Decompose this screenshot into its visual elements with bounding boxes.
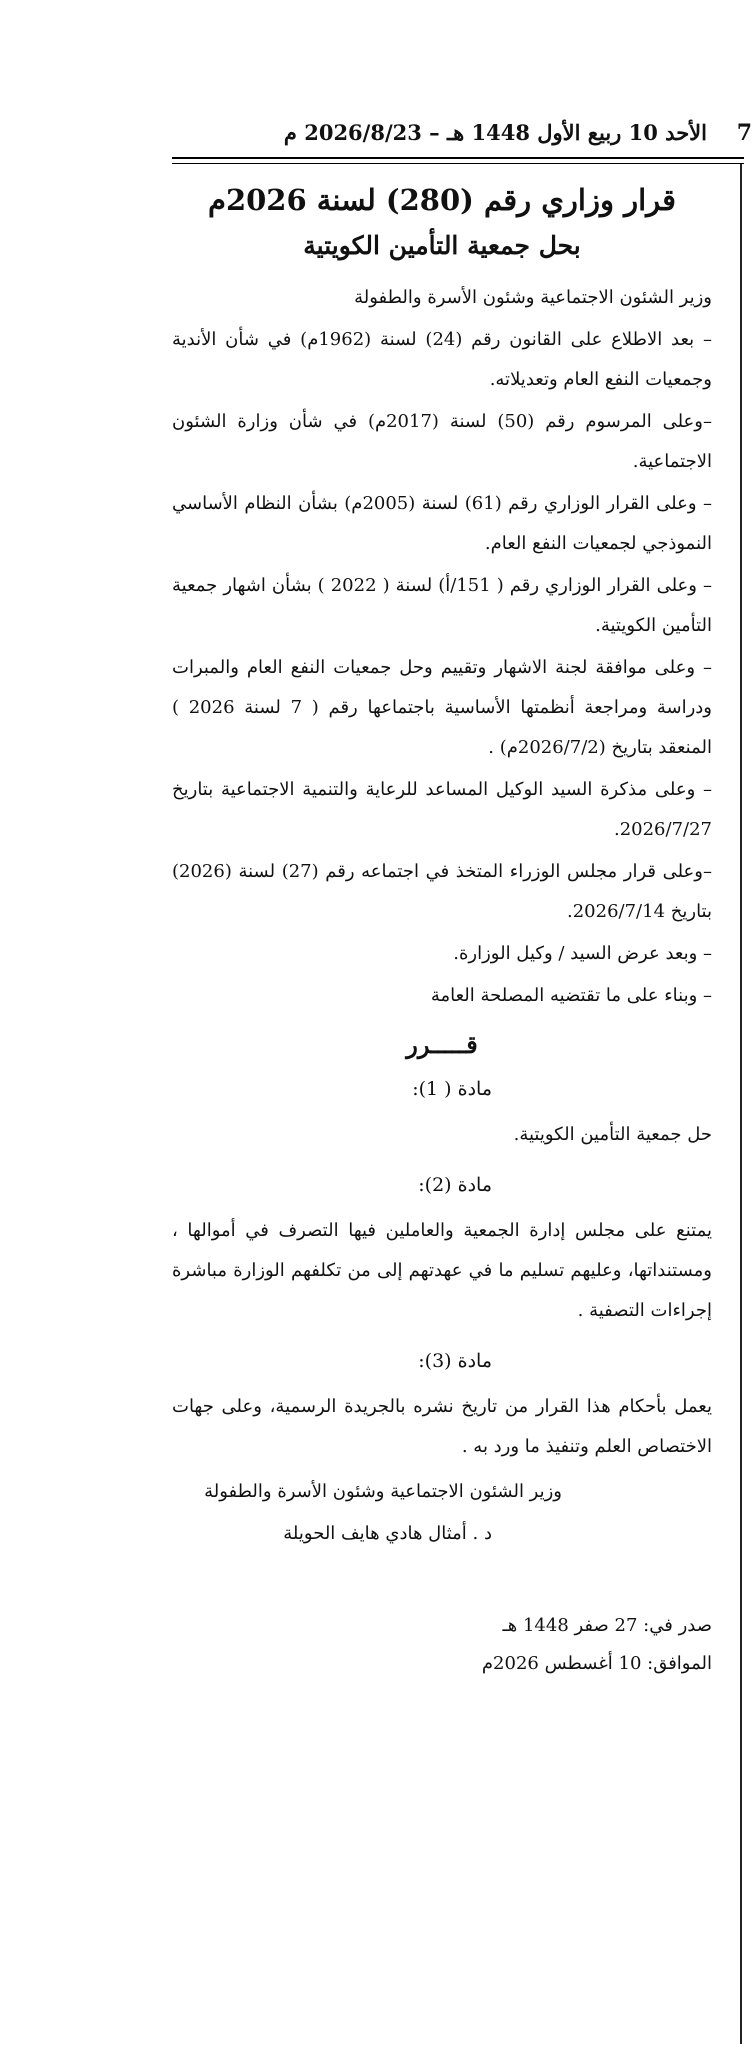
issue-dates — [172, 1607, 712, 1683]
issued-gregorian: الموافق: 10 أغسطس 2026م — [481, 1653, 712, 1674]
decision-issuer: وزير الشئون الاجتماعية وشئون الأسرة والطفولة — [354, 287, 712, 308]
preamble-item: – وبعد عرض السيد / وكيل الوزارة. — [453, 943, 712, 964]
preamble-item: – بعد الاطلاع على القانون رقم (24) لسنة (1962م) في شأن الأندية وجمعيات النفع العام وتعديلاته. — [172, 329, 712, 390]
issued-hijri: صدر في: 27 صفر 1448 هـ — [502, 1615, 712, 1636]
preamble-item: – وبناء على ما تقتضيه المصلحة العامة — [430, 985, 712, 1006]
header-rule-thin — [172, 163, 744, 164]
page-number: 7 — [736, 120, 752, 146]
article-text: يعمل بأحكام هذا القرار من تاريخ نشره بالجريدة الرسمية، وعلى جهات الاختصاص العلم وتنفيذ ما ورد به . — [172, 1396, 712, 1457]
article-heading: مادة ( 1): — [412, 1078, 492, 1100]
header-rule — [172, 157, 744, 159]
decision-subtitle: بحل جمعية التأمين الكويتية — [303, 231, 581, 260]
preamble-item: –وعلى قرار مجلس الوزراء المتخذ في اجتماعه رقم (27) لسنة (2026) بتاريخ 2026/7/14. — [172, 861, 712, 922]
article-text: يمتنع على مجلس إدارة الجمعية والعاملين فيها التصرف في أموالها ، ومستنداتها، وعليهم تسليم ما في عهدتهم إلى من تكلفهم الوزارة مباشرة إجراءات التصفية . — [172, 1220, 712, 1321]
decision-body — [172, 175, 712, 1683]
preamble-item: – وعلى القرار الوزاري رقم (61) لسنة (2005م) بشأن النظام الأساسي النموذجي لجمعيات النفع العام. — [172, 493, 712, 554]
article-heading: مادة (2): — [418, 1174, 492, 1196]
signatory-name: د . أمثال هادي هايف الحويلة — [283, 1523, 492, 1544]
decree-word: قـــــرر — [406, 1030, 478, 1059]
preamble-item: – وعلى مذكرة السيد الوكيل المساعد للرعاية والتنمية الاجتماعية بتاريخ 2026/7/27. — [172, 779, 712, 840]
header-date: الأحد 10 ربيع الأول 1448 هـ – 2026/8/23 م — [283, 120, 707, 145]
article-heading: مادة (3): — [418, 1350, 492, 1372]
preamble-item: – وعلى القرار الوزاري رقم ( 151/أ) لسنة ( 2022 ) بشأن اشهار جمعية التأمين الكويتية. — [172, 575, 712, 636]
column-rule — [740, 164, 742, 2044]
signatory-title: وزير الشئون الاجتماعية وشئون الأسرة والطفولة — [204, 1481, 562, 1502]
preamble-item: –وعلى المرسوم رقم (50) لسنة (2017م) في شأن وزارة الشئون الاجتماعية. — [172, 411, 712, 472]
article-text: حل جمعية التأمين الكويتية. — [513, 1124, 712, 1145]
decision-title: قرار وزاري رقم (280) لسنة 2026م — [207, 183, 677, 217]
preamble-item: – وعلى موافقة لجنة الاشهار وتقييم وحل جمعيات النفع العام والمبرات ودراسة ومراجعة أنظمتها الأساسية باجتماعها رقم ( 7 لسنة 2026 ) المنعقد بتاريخ (2026/7/2م) . — [172, 657, 712, 758]
